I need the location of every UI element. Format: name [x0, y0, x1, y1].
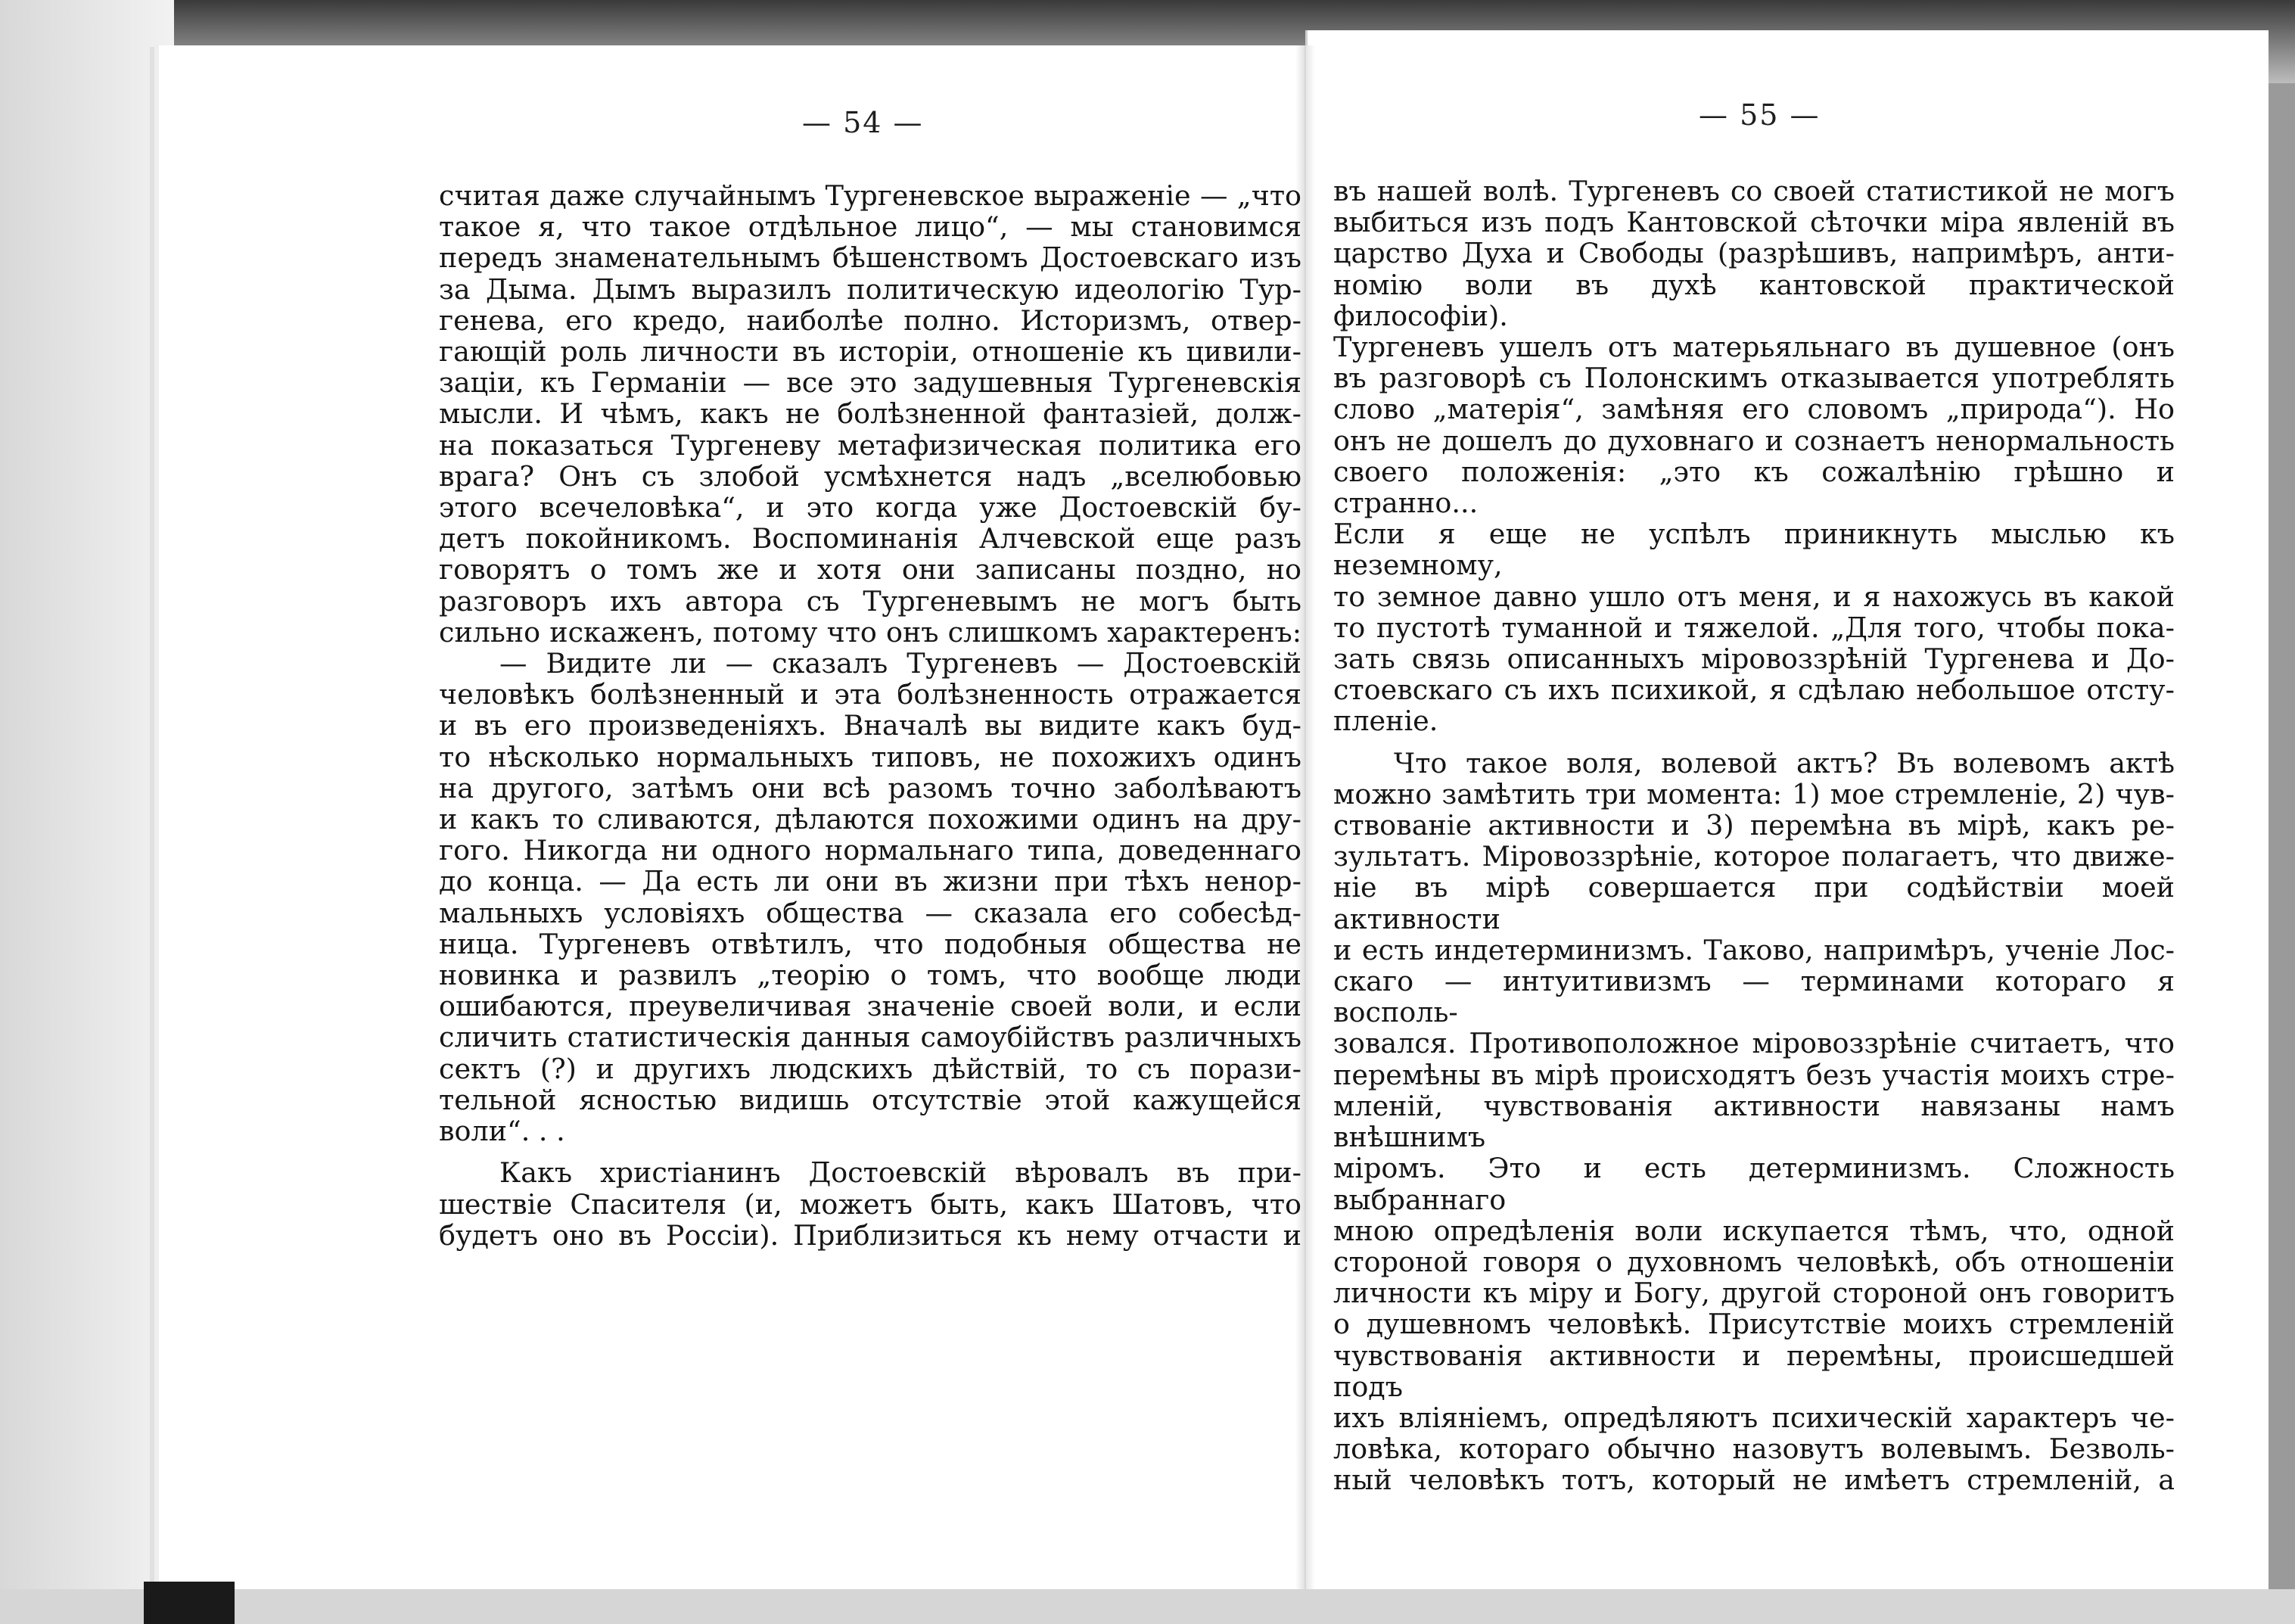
text-line: и есть индетерминизмъ. Таково, напримѣръ, ученіе Лос- [1333, 933, 2175, 966]
scan-bottom-edge [0, 1589, 2295, 1624]
page-number-right: — 55 — [1699, 98, 1821, 132]
text-line: за Дыма. Дымъ выразилъ политическую идеологію Тур- [439, 272, 1301, 306]
text-line: номію воли въ духѣ кантовской практической философіи). [1333, 268, 2175, 332]
text-line: ный человѣкъ тотъ, который не имѣетъ стремленій, а [1333, 1464, 2175, 1497]
text-line: зать связь описанныхъ міровоззрѣній Тургенева и До- [1333, 642, 2175, 676]
text-line: новинка и развилъ „теорію о томъ, что вообще люди [439, 959, 1301, 992]
text-line: стоевскаго съ ихъ психикой, я сдѣлаю небольшое отсту- [1333, 674, 2175, 707]
text-line: чувствованія активности и перемѣны, происшедшей подъ [1333, 1339, 2175, 1403]
scan-left-edge [0, 0, 174, 1624]
text-line: мною опредѣленія воли искупается тѣмъ, что, одной [1333, 1214, 2175, 1247]
text-line: на другого, затѣмъ они всѣ разомъ точно заболѣваютъ [439, 771, 1301, 804]
text-line: личности къ міру и Богу, другой стороной онъ говоритъ [1333, 1277, 2175, 1310]
text-line: говорятъ о томъ же и хотя они записаны поздно, но [439, 553, 1301, 586]
text-line: то нѣсколько нормальныхъ типовъ, не похожихъ одинъ [439, 740, 1301, 773]
page-number-left: — 54 — [802, 106, 924, 139]
text-line: сектъ (?) и другихъ людскихъ дѣйствій, то съ порази- [439, 1052, 1301, 1085]
text-line: передъ знаменательнымъ бѣшенствомъ Достоевскаго изъ [439, 241, 1301, 275]
text-line: слово „матерія“, замѣняя его словомъ „природа“). Но [1333, 393, 2175, 426]
text-line: Какъ христіанинъ Достоевскій вѣровалъ въ при- [499, 1156, 1301, 1190]
text-line: человѣкъ болѣзненный и эта болѣзненность отражается [439, 678, 1301, 711]
text-line: зовался. Противоположное міровоззрѣніе считаетъ, что [1333, 1027, 2175, 1060]
text-line: можно замѣтить три момента: 1) мое стремленіе, 2) чув- [1333, 777, 2175, 810]
text-line: міромъ. Это и есть детерминизмъ. Сложность выбраннаго [1333, 1152, 2175, 1216]
text-line: ніе въ мірѣ совершается при содѣйствіи моей активности [1333, 871, 2175, 935]
text-line: своего положенія: „это къ сожалѣнію грѣшно и странно... [1333, 455, 2175, 520]
text-line: въ нашей волѣ. Тургеневъ со своей статистикой не могъ [1333, 175, 2175, 207]
text-line: онъ не дошелъ до духовнаго и сознаетъ ненормальность [1333, 424, 2175, 457]
text-line: гого. Никогда ни одного нормальнаго типа, доведеннаго [439, 834, 1301, 867]
text-line: то пустотѣ туманной и тяжелой. „Для того, чтобы пока- [1333, 611, 2175, 644]
text-line: мальныхъ условіяхъ общества — сказала его собесѣд- [439, 896, 1301, 929]
text-line: и въ его произведеніяхъ. Вначалѣ вы видите какъ буд- [439, 709, 1301, 742]
text-line: скаго — интуитивизмъ — терминами котораго я восполь- [1333, 965, 2175, 1029]
text-line: на показаться Тургеневу метафизическая политика его [439, 428, 1301, 462]
text-line: мленій, чувствованія активности навязаны намъ внѣшнимъ [1333, 1089, 2175, 1154]
text-line: пленіе. [1333, 705, 1438, 738]
text-line: будетъ оно въ Россіи). Приблизиться къ нему отчасти и [439, 1218, 1301, 1252]
text-line: царство Духа и Свободы (разрѣшивъ, напримѣръ, анти- [1333, 237, 2175, 270]
text-line: генева, его кредо, наиболѣе полно. Историзмъ, отвер- [439, 303, 1301, 337]
text-line: тельной ясностью видишь отсутствіе этой кажущейся [439, 1083, 1301, 1116]
text-line: ловѣка, котораго обычно назовутъ волевымъ. Безволь- [1333, 1433, 2175, 1466]
text-line: то земное давно ушло отъ меня, и я нахожусь въ какой [1333, 580, 2175, 613]
text-line: разговоръ ихъ автора съ Тургеневымъ не могъ быть [439, 584, 1301, 618]
text-line: стороной говоря о духовномъ человѣкѣ, объ отношеніи [1333, 1245, 2175, 1278]
text-line: ствованіе активности и 3) перемѣна въ мірѣ, какъ ре- [1333, 809, 2175, 842]
text-line: и какъ то сливаются, дѣлаются похожими одинъ на дру- [439, 803, 1301, 836]
text-line: — Видите ли — сказалъ Тургеневъ — Достоевскій [499, 647, 1301, 680]
text-line: шествіе Спасителя (и, можетъ быть, какъ Шатовъ, что [439, 1187, 1301, 1221]
text-line: такое я, что такое отдѣльное лицо“, — мы становимся [439, 210, 1301, 244]
text-line: до конца. — Да есть ли они въ жизни при тѣхъ ненор- [439, 865, 1301, 898]
text-line: врага? Онъ съ злобой усмѣхнется надъ „вселюбовью [439, 459, 1301, 493]
text-line: ошибаются, преувеличивая значеніе своей воли, и если [439, 990, 1301, 1023]
text-line: въ разговорѣ съ Полонскимъ отказывается употреблять [1333, 362, 2175, 395]
text-line: заціи, къ Германіи — все это задушевныя Тургеневскія [439, 366, 1301, 400]
text-line: воли“. . . [439, 1115, 565, 1148]
text-line: Если я еще не успѣлъ приникнуть мыслью къ неземному, [1333, 518, 2175, 582]
text-line: ница. Тургеневъ отвѣтилъ, что подобныя общества не [439, 927, 1301, 960]
text-line: перемѣны въ мірѣ происходятъ безъ участія моихъ стре- [1333, 1058, 2175, 1091]
text-line: этого всечеловѣка“, и это когда уже Достоевскій бу- [439, 491, 1301, 524]
text-line: зультатъ. Міровоззрѣніе, которое полагаетъ, что движе- [1333, 840, 2175, 873]
right-page-text [1333, 176, 2175, 1496]
text-line: ихъ вліяніемъ, опредѣляютъ психическій характеръ че- [1333, 1401, 2175, 1434]
text-line: сличить статистическія данныя самоубійствъ различныхъ [439, 1021, 1301, 1054]
text-line: детъ покойникомъ. Воспоминанія Алчевской еще разъ [439, 522, 1301, 555]
scan-bottom-corner [144, 1582, 235, 1624]
text-line: гающій роль личности въ исторіи, отношеніе къ цивили- [439, 335, 1301, 369]
text-line: сильно искаженъ, потому что онъ слишкомъ характеренъ: [439, 615, 1301, 649]
text-line: считая даже случайнымъ Тургеневское выраженіе — „что [439, 179, 1301, 212]
text-line: выбиться изъ подъ Кантовской сѣточки міра явленій въ [1333, 206, 2175, 239]
text-line: о душевномъ человѣкѣ. Присутствіе моихъ стремленій [1333, 1308, 2175, 1341]
text-line: Тургеневъ ушелъ отъ матерьяльнаго въ душевное (онъ [1333, 331, 2175, 364]
text-line: Что такое воля, волевой актъ? Въ волевомъ актѣ [1394, 746, 2175, 779]
text-line: мысли. И чѣмъ, какъ не болѣзненной фантазіей, долж- [439, 397, 1301, 431]
left-page-text [439, 180, 1301, 1251]
